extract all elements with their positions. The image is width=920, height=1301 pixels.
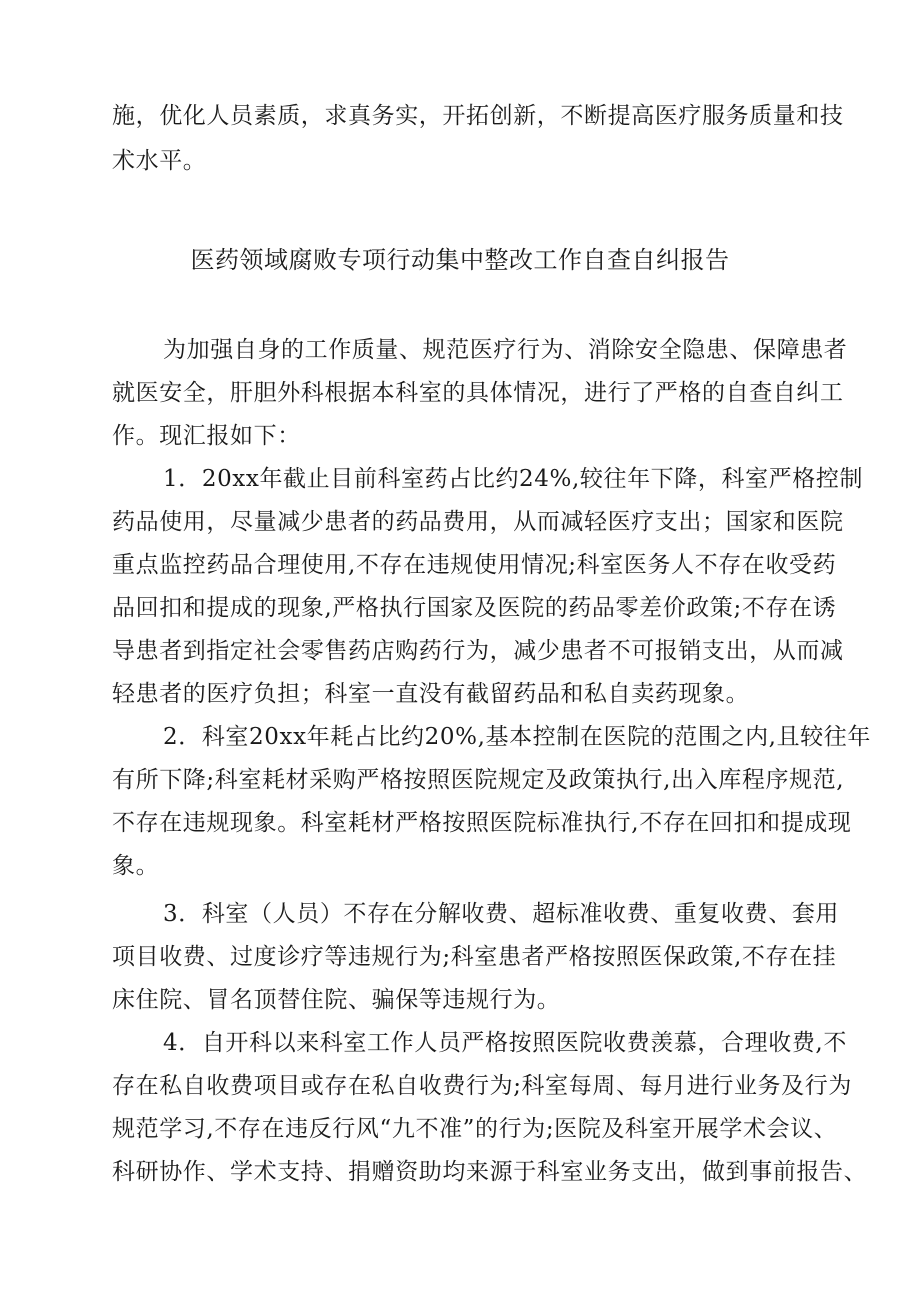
item2-line: 有所下降;科室耗材采购严格按照医院规定及政策执行,出入库程序规范, (112, 767, 845, 793)
item1-line: 重点监控药品合理使用,不存在违规使用情况;科室医务人不存在收受药 (112, 552, 837, 578)
item4-line: 存在私自收费项目或存在私自收费行为;科室每周、每月进行业务及行为 (112, 1073, 852, 1099)
opening-line: 作。现汇报如下： (112, 423, 301, 449)
opening-line: 就医安全，肝胆外科根据本科室的具体情况，进行了严格的自查自纠工 (112, 380, 844, 406)
item4-line: 科研协作、学术支持、捐赠资助均来源于科室业务支出，做到事前报告、 (112, 1159, 868, 1185)
intro-line: 施，优化人员素质，求真务实，开拓创新，不断提高医疗服务质量和技 (112, 103, 844, 129)
item3-line: 床住院、冒名顶替住院、骗保等违规行为。 (112, 987, 561, 1013)
item1-line: 品回扣和提成的现象,严格执行国家及医院的药品零差价政策;不存在诱 (112, 595, 837, 621)
item3-line: 项目收费、过度诊疗等违规行为;科室患者严格按照医保政策,不存在挂 (112, 944, 837, 970)
item1-line: 1．20xx年截止目前科室药占比约24%,较往年下降，科室严格控制 (163, 466, 864, 492)
report-title: 医药领域腐败专项行动集中整改工作自查自纠报告 (190, 246, 730, 274)
item4-line: 规范学习,不存在违反行风“九不准”的行为;医院及科室开展学术会议、 (112, 1116, 838, 1142)
item2-line: 2．科室20xx年耗占比约20%,基本控制在医院的范围之内,且较往年 (163, 724, 871, 750)
item1-line: 药品使用，尽量减少患者的药品费用，从而减轻医疗支出；国家和医院 (112, 509, 844, 535)
opening-line: 为加强自身的工作质量、规范医疗行为、消除安全隐患、保障患者 (163, 337, 848, 363)
item2-line: 不存在违规现象。科室耗材严格按照医院标准执行,不存在回扣和提成现 (112, 810, 852, 836)
item2-line: 象。 (112, 853, 160, 879)
item1-line: 轻患者的医疗负担；科室一直没有截留药品和私自卖药现象。 (112, 681, 750, 707)
item4-line: 4．自开科以来科室工作人员严格按照医院收费羡慕，合理收费,不 (163, 1030, 847, 1056)
item1-line: 导患者到指定社会零售药店购药行为，减少患者不可报销支出，从而减 (112, 638, 844, 664)
item3-line: 3．科室（人员）不存在分解收费、超标准收费、重复收费、套用 (163, 901, 840, 927)
intro-line: 术水平。 (112, 148, 207, 174)
